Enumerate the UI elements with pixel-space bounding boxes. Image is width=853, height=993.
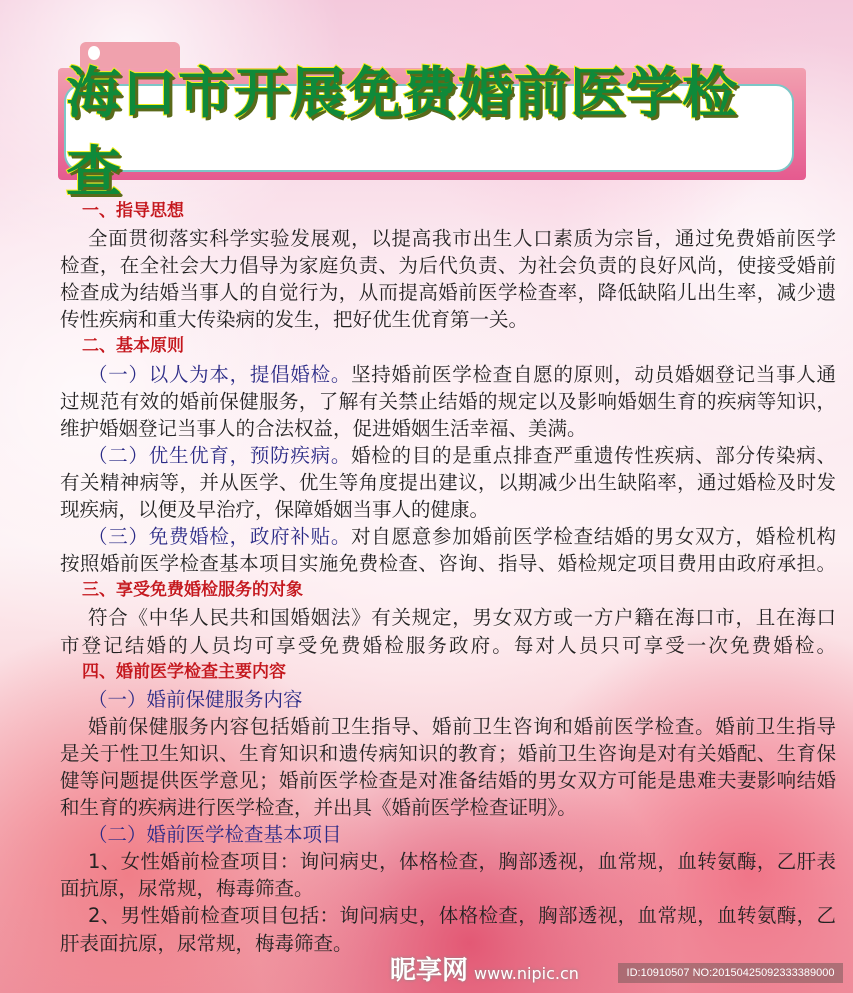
body-line: 过规范有效的婚前保健服务，了解有关禁止结婚的规定以及影响婚姻生育的疾病等知识， (60, 389, 836, 413)
body-line: 检查，在全社会大力倡导为家庭负责、为后代负责、为社会负责的良好风尚，使接受婚前 (60, 254, 836, 278)
principle-text: 婚检的目的是重点排查严重遗传性疾病、部分传染病、 (351, 443, 836, 467)
principle-lead: （二）优生优育，预防疾病。 (88, 443, 352, 467)
body-line (60, 523, 836, 550)
body-line (60, 361, 836, 388)
watermark-url: www.nipic.cn (474, 964, 579, 983)
body-line: 按照婚前医学检查基本项目实施免费检查、咨询、指导、婚检规定项目费用由政府承担。 (60, 552, 836, 576)
body-line: 和生育的疾病进行医学检查，并出具《婚前医学检查证明》。 (60, 796, 577, 820)
body-line: 传性疾病和重大传染病的发生，把好优生优育第一关。 (60, 308, 529, 332)
body-line: 是关于性卫生知识、生育知识和遗传病知识的教育；婚前卫生咨询是对有关婚配、生育保 (60, 741, 836, 765)
body-line: 符合《中华人民共和国婚姻法》有关规定，男女双方或一方户籍在海口市，且在海口 (88, 606, 836, 630)
body-line: 全面贯彻落实科学实验发展观，以提高我市出生人口素质为宗旨，通过免费婚前医学 (88, 227, 836, 251)
poster-content (60, 198, 836, 957)
section-heading: 三、享受免费婚检服务的对象 (82, 580, 303, 601)
body-line: 市登记结婚的人员均可享受免费婚检服务政府。每对人员只可享受一次免费婚检。 (60, 633, 836, 657)
principle-text: 坚持婚前医学检查自愿的原则，动员婚姻登记当事人通 (351, 362, 836, 386)
body-line: 婚前保健服务内容包括婚前卫生指导、婚前卫生咨询和婚前医学检查。婚前卫生指导 (88, 714, 836, 738)
image-id-label: ID:10910507 NO:20150425092333389000 (618, 963, 843, 983)
body-line: 健等问题提供医学意见；婚前医学检查是对准备结婚的男女双方可能是患难夫妻影响结婚 (60, 768, 836, 792)
body-line: 检查成为结婚当事人的自觉行为，从而提高婚前医学检查率，降低缺陷儿出生率，减少遗 (60, 281, 836, 305)
principle-lead: （三）免费婚检，政府补贴。 (88, 525, 352, 549)
poster-title: 海口市开展免费婚前医学检查 (66, 61, 739, 204)
body-line: 有关精神病等，并从医学、优生等角度提出建议，以期减少出生缺陷率，通过婚检及时发 (60, 470, 836, 494)
section-heading: 一、指导思想 (82, 201, 184, 221)
principle-lead: （一）以人为本，提倡婚检。 (88, 362, 352, 386)
section-heading: 二、基本原则 (82, 336, 184, 357)
body-line: 1、女性婚前检查项目：询问病史，体格检查，胸部透视，血常规，血转氨酶，乙肝表 (88, 850, 836, 874)
watermark-logo (390, 956, 579, 989)
principle-text: 对自愿意参加婚前医学检查结婚的男女双方，婚检机构 (351, 525, 836, 549)
body-line: 肝表面抗原，尿常规，梅毒筛查。 (60, 931, 353, 955)
watermark-brand: 昵享网 (390, 956, 469, 986)
subsection-heading: （一）婚前保健服务内容 (88, 687, 303, 711)
body-line: 面抗原，尿常规，梅毒筛查。 (60, 877, 314, 901)
body-line (60, 442, 836, 469)
section-heading: 四、婚前医学检查主要内容 (82, 661, 286, 682)
subsection-heading: （二）婚前医学检查基本项目 (88, 823, 342, 847)
body-line: 2、男性婚前检查项目包括：询问病史，体格检查，胸部透视，血常规，血转氨酶，乙 (88, 904, 836, 928)
body-line: 现疾病，以便及早治疗，保障婚姻当事人的健康。 (60, 498, 490, 522)
body-line: 维护婚姻登记当事人的合法权益，促进婚姻生活幸福、美满。 (60, 416, 587, 440)
title-box (64, 61, 794, 204)
